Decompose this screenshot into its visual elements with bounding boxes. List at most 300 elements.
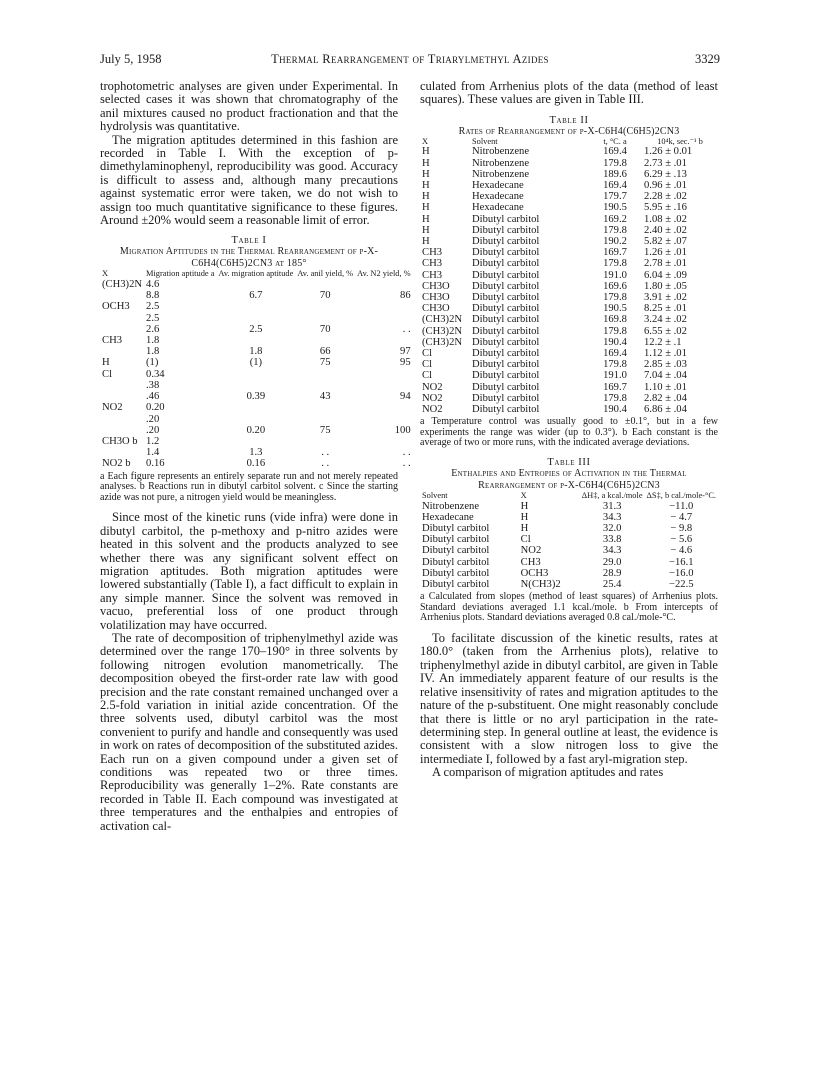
table-header-cell: Av. N2 yield, %: [357, 269, 411, 279]
table-cell: Cl: [520, 534, 531, 546]
table-row: [100, 436, 413, 447]
table-cell: Dibutyl carbitol: [472, 381, 540, 393]
table-cell: −22.5: [669, 579, 694, 591]
table-row: [420, 158, 718, 169]
table-cell: 191.0: [603, 269, 627, 281]
table-row: [420, 359, 718, 370]
table-cell: NO2: [422, 404, 443, 416]
table-row: [420, 303, 718, 314]
paragraph: The rate of decomposition of triphenylmethyl azide was determined over the range 170–190° in three solvents by following nitrogen evolution manometrically. The decomposition obeyed the first-order rate law with good precision and the rate constant remained unchanged over a 2.5-fold variation in initial azide concentration. Of the three solvents used, dibutyl carbitol was the most convenient to purify and handle and consequently was used in work on rates of decomposition of the substituted azides. Each run on a given compound under a given set of conditions was repeated two or three times. Reproducibility was generally 1–2%. Rate constants are recorded in Table II. Each compound was investigated at three temperatures and the enthalpies and entropies of activation cal-: [100, 630, 398, 833]
table-header-cell: t, °C. a: [603, 136, 627, 146]
table-cell: [295, 380, 355, 391]
table-cell: 190.5: [603, 202, 627, 214]
table-cell: . .: [402, 447, 411, 459]
table-cell: [295, 313, 355, 324]
table-cell: 6.04 ± .09: [644, 269, 687, 281]
table-row: [420, 393, 718, 404]
table-cell: NO2: [422, 381, 443, 393]
table-cell: [295, 414, 355, 425]
table-cell: 70: [319, 323, 331, 335]
table-cell: [295, 335, 355, 346]
table-cell: NO2: [520, 545, 542, 557]
table-cell: 34.3: [602, 545, 622, 557]
table-row: [100, 369, 413, 380]
header-date: July 5, 1958: [100, 52, 162, 66]
table-header-cell: Solvent: [422, 491, 448, 501]
table-cell: 1.4: [146, 447, 160, 459]
table-row: [420, 180, 718, 191]
table-cell: 1.26 ± .01: [644, 247, 687, 259]
table-cell: 31.3: [602, 500, 622, 512]
paragraph: To facilitate discussion of the kinetic results, rates at 180.0° (taken from the Arrhenius plots), relative to triphenylmethyl azide in dibutyl carbitol, are given in Table IV. An immediately apparent feature of our results is the relative insensitivity of rates and migration aptitudes to the nature of the p-substituent. One might reasonably conclude that there is little or no aryl participation in the rate-determining step. In general outline at least, the evidence is consistent with a slow nitrogen loss to give the intermediate I, followed by a fast aryl-migration step.: [420, 631, 718, 766]
table-cell: [355, 436, 413, 447]
table-cell: 1.80 ± .05: [644, 280, 687, 292]
table-cell: Hexadecane: [472, 202, 524, 214]
table-row: [100, 290, 413, 301]
table-cell: Dibutyl carbitol: [472, 280, 540, 292]
table1-footnote: a Each figure represents an entirely separate run and not merely repeated analyses. b Reactions run in dibutyl carbitol solvent. c Since the starting azide was not pure, a nitrogen yield would be meaningless.: [100, 470, 398, 503]
table-cell: [355, 335, 413, 346]
table-cell: 28.9: [602, 567, 622, 579]
table-cell: [216, 402, 295, 413]
table-cell: 2.85 ± .03: [644, 359, 687, 371]
table-row: [420, 202, 718, 213]
table-cell: Cl: [422, 359, 433, 371]
table-cell: [100, 414, 144, 425]
table-cell: Cl: [422, 348, 433, 360]
table-row: [420, 545, 718, 556]
table-cell: 169.6: [603, 280, 627, 292]
table-cell: .38: [146, 379, 160, 391]
table-cell: H: [422, 202, 430, 214]
table-cell: OCH3: [520, 567, 549, 579]
table-header-cell: X: [422, 136, 429, 146]
table-cell: 169.8: [603, 314, 627, 326]
table-cell: 0.16: [146, 458, 165, 470]
running-header: [100, 52, 720, 68]
table-row: [420, 523, 718, 534]
table-cell: 1.10 ± .01: [644, 381, 687, 393]
table-cell: 70: [319, 290, 331, 302]
table-cell: 12.2 ± .1: [644, 336, 682, 348]
table-row: [100, 414, 413, 425]
table-cell: CH3O: [422, 280, 450, 292]
table-cell: 2.5: [249, 323, 263, 335]
table-cell: 179.8: [603, 258, 627, 270]
table-cell: [216, 380, 295, 391]
table-cell: Dibutyl carbitol: [472, 348, 540, 360]
table-row: [420, 326, 718, 337]
table-header-cell: Av. migration aptitude: [218, 269, 294, 279]
right-column: [420, 80, 718, 780]
table-cell: .20: [146, 413, 160, 425]
table-header-cell: X: [520, 491, 527, 501]
table-cell: Dibutyl carbitol: [472, 392, 540, 404]
table-cell: NO2: [422, 392, 443, 404]
table-cell: 179.8: [603, 325, 627, 337]
table-cell: CH3O: [422, 292, 450, 304]
table-cell: 5.82 ± .07: [644, 236, 687, 248]
table-cell: H: [422, 213, 430, 225]
table-cell: [355, 279, 413, 290]
table-row: [420, 557, 718, 568]
table3-caption: Table III: [547, 457, 591, 469]
table-cell: H: [422, 191, 430, 203]
table-cell: 86: [400, 290, 411, 302]
table-row: [420, 281, 718, 292]
table-cell: Dibutyl carbitol: [472, 404, 540, 416]
table-cell: 34.3: [602, 511, 622, 523]
table-cell: 2.5: [146, 301, 160, 313]
table-row: [100, 425, 413, 436]
table-cell: 1.8: [249, 346, 263, 358]
table-row: [420, 579, 718, 590]
table-cell: 75: [319, 357, 331, 369]
table-cell: 97: [400, 346, 411, 358]
table-cell: 179.7: [603, 191, 627, 203]
table-header-row: [420, 492, 718, 501]
table-cell: 2.73 ± .01: [644, 157, 687, 169]
table-cell: 169.7: [603, 247, 627, 259]
table-cell: [216, 301, 295, 312]
table-row: [100, 335, 413, 346]
table-cell: Nitrobenzene: [472, 157, 530, 169]
table-cell: 0.96 ± .01: [644, 180, 687, 192]
table-cell: 1.08 ± .02: [644, 213, 687, 225]
table-cell: 6.29 ± .13: [644, 168, 687, 180]
table-cell: [100, 391, 144, 402]
table-cell: Dibutyl carbitol: [422, 545, 490, 557]
table-cell: − 4.6: [670, 545, 693, 557]
table-header-cell: X: [102, 269, 109, 279]
table-cell: H: [422, 224, 430, 236]
table-cell: Nitrobenzene: [472, 146, 530, 158]
table-cell: . .: [402, 458, 411, 470]
table-row: [420, 404, 718, 415]
table-cell: H: [422, 146, 430, 158]
table-cell: 94: [400, 391, 411, 403]
table2-body: [420, 146, 718, 415]
table-cell: 2.28 ± .02: [644, 191, 687, 203]
table-row: [420, 191, 718, 202]
table-row: [100, 458, 413, 469]
table-cell: 190.4: [603, 336, 627, 348]
table-cell: 179.8: [603, 392, 627, 404]
table-cell: (1): [249, 357, 263, 369]
table-header-cell: 10⁴k, sec.⁻¹ b: [657, 136, 703, 146]
table-cell: [216, 335, 295, 346]
table-cell: 3.24 ± .02: [644, 314, 687, 326]
table-cell: H: [422, 168, 430, 180]
table-row: [420, 270, 718, 281]
table-cell: 5.95 ± .16: [644, 202, 687, 214]
table-cell: − 5.6: [670, 534, 693, 546]
table-cell: Cl: [422, 370, 433, 382]
table-cell: Nitrobenzene: [472, 168, 530, 180]
table-row: [420, 512, 718, 523]
table-cell: (CH3)2N: [102, 279, 143, 291]
table-cell: Hexadecane: [422, 511, 474, 523]
table-cell: 100: [394, 424, 411, 436]
table-cell: Dibutyl carbitol: [472, 314, 540, 326]
table-cell: [100, 324, 144, 335]
table-cell: 1.8: [146, 335, 160, 347]
table-cell: 25.4: [602, 579, 622, 591]
table-cell: (CH3)2N: [422, 325, 463, 337]
table-cell: 179.8: [603, 359, 627, 371]
table-cell: (1): [146, 357, 159, 369]
table-cell: 169.4: [603, 146, 627, 158]
table-row: [420, 337, 718, 348]
table-cell: 1.3: [249, 447, 263, 459]
table-cell: [100, 447, 144, 458]
table-cell: 190.2: [603, 236, 627, 248]
table2-footnote: a Temperature control was usually good to ±0.1°, but in a few experiments the range was wider (up to 0.3°). b Each constant is the average of two or more runs, with the indicated average deviations.: [420, 416, 718, 449]
table3: [420, 492, 718, 590]
table-cell: [216, 414, 295, 425]
table-cell: NO2: [102, 402, 123, 414]
table-row: [100, 402, 413, 413]
table-cell: 179.8: [603, 157, 627, 169]
table-cell: Cl: [102, 368, 113, 380]
table-row: [420, 292, 718, 303]
table-cell: CH3: [422, 247, 443, 259]
table-cell: [295, 279, 355, 290]
table-cell: − 4.7: [670, 511, 693, 523]
table-cell: (CH3)2N: [422, 314, 463, 326]
table-row: [100, 346, 413, 357]
page-number: 3329: [695, 52, 720, 66]
table-row: [100, 391, 413, 402]
table-cell: H: [422, 180, 430, 192]
table-cell: [355, 380, 413, 391]
table-cell: −11.0: [669, 500, 694, 512]
table-cell: [100, 380, 144, 391]
table-row: [100, 279, 413, 290]
table-cell: [355, 414, 413, 425]
table-cell: [100, 313, 144, 324]
table-cell: 4.6: [146, 279, 160, 291]
table-cell: 1.26 ± 0.01: [644, 146, 693, 158]
table-cell: 0.20: [246, 424, 266, 436]
table1: [100, 270, 413, 469]
table-cell: [216, 279, 295, 290]
table-cell: H: [520, 500, 529, 512]
table-cell: 0.39: [246, 391, 266, 403]
table-header-cell: Migration aptitude a: [146, 269, 215, 279]
table-cell: Dibutyl carbitol: [472, 236, 540, 248]
table-cell: CH3O b: [102, 435, 138, 447]
table-row: [420, 314, 718, 325]
table-row: [420, 348, 718, 359]
table1-caption: Table I: [231, 235, 267, 247]
table-cell: Dibutyl carbitol: [422, 567, 490, 579]
table-cell: Dibutyl carbitol: [472, 370, 540, 382]
table-header-cell: Solvent: [472, 136, 498, 146]
table-cell: Dibutyl carbitol: [422, 534, 490, 546]
table-cell: [295, 402, 355, 413]
table2: [420, 138, 718, 415]
table-cell: [355, 402, 413, 413]
table-row: [420, 214, 718, 225]
table-row: [100, 357, 413, 368]
table-cell: 2.40 ± .02: [644, 224, 687, 236]
table-header-row: [100, 270, 413, 279]
table-cell: [100, 346, 144, 357]
table-cell: Dibutyl carbitol: [472, 224, 540, 236]
table-cell: [355, 369, 413, 380]
table-cell: CH3: [422, 269, 443, 281]
paragraph: culated from Arrhenius plots of the data (method of least squares). These values are given in Table III.: [420, 79, 718, 107]
table-cell: [216, 313, 295, 324]
table-cell: 0.34: [146, 368, 165, 380]
left-column: [100, 79, 411, 833]
table-row: [100, 324, 413, 335]
table-cell: [295, 369, 355, 380]
table-cell: 179.8: [603, 292, 627, 304]
table-cell: Hexadecane: [472, 180, 524, 192]
table-cell: 169.2: [603, 213, 627, 225]
table-row: [420, 169, 718, 180]
table-row: [420, 236, 718, 247]
table-cell: 1.8: [146, 346, 160, 358]
table-row: [100, 301, 413, 312]
table-cell: . .: [402, 323, 411, 335]
table-cell: 190.5: [603, 303, 627, 315]
table-cell: [355, 313, 413, 324]
table-row: [420, 534, 718, 545]
table-header-cell: ΔH‡, a kcal./mole: [581, 491, 643, 501]
table-cell: NO2 b: [102, 458, 131, 470]
table-cell: 95: [400, 357, 411, 369]
table-cell: Dibutyl carbitol: [472, 336, 540, 348]
table-cell: H: [422, 236, 430, 248]
table-cell: OCH3: [102, 301, 130, 313]
table-header-row: [420, 138, 718, 147]
paragraph: A comparison of migration aptitudes and rates: [432, 765, 664, 780]
table-row: [100, 447, 413, 458]
table-cell: [295, 301, 355, 312]
table-cell: [100, 425, 144, 436]
table-cell: [100, 290, 144, 301]
table-cell: 2.6: [146, 323, 160, 335]
paragraph: trophotometric analyses are given under Experimental. In selected cases it was shown that chromatography of the anil mixtures caused no product fractionation and that the hydrolysis was quantitative.: [100, 79, 398, 134]
table-cell: 7.04 ± .04: [644, 370, 687, 382]
table-cell: 6.7: [249, 290, 263, 302]
table-cell: 2.5: [146, 312, 160, 324]
table-row: [420, 568, 718, 579]
table-cell: 1.12 ± .01: [644, 348, 687, 360]
table-row: [100, 380, 413, 391]
table-cell: 179.8: [603, 224, 627, 236]
table-cell: Nitrobenzene: [422, 500, 480, 512]
table-cell: 75: [319, 424, 331, 436]
table-cell: Dibutyl carbitol: [472, 325, 540, 337]
table-cell: CH3: [102, 335, 123, 347]
table-cell: [216, 436, 295, 447]
table-cell: H: [422, 157, 430, 169]
table-row: [420, 501, 718, 512]
table-cell: . .: [321, 447, 330, 459]
paragraph: Since most of the kinetic runs (vide infra) were done in dibutyl carbitol, the p-methoxy and p-nitro azides were heated in this solvent and the products analyzed to see whether there was any significant solvent effect on migration aptitudes. Both migration aptitudes were lowered substantially (Table I), a fact difficult to explain in any simple manner. Since the solvent was removed in vacuo, preferential loss of one product through volatilization may have occurred.: [100, 510, 398, 632]
table-cell: CH3: [520, 556, 541, 568]
table-row: [420, 258, 718, 269]
table-cell: Dibutyl carbitol: [472, 213, 540, 225]
table-cell: Dibutyl carbitol: [472, 269, 540, 281]
table-cell: Dibutyl carbitol: [472, 303, 540, 315]
table-cell: 169.4: [603, 180, 627, 192]
table-cell: 3.91 ± .02: [644, 292, 687, 304]
table-cell: −16.1: [669, 556, 694, 568]
table-cell: 0.16: [246, 458, 266, 470]
table-cell: .20: [146, 424, 160, 436]
table-cell: 8.25 ± .01: [644, 303, 687, 315]
table-cell: Dibutyl carbitol: [472, 292, 540, 304]
table-cell: 169.7: [603, 381, 627, 393]
table1-body: [100, 279, 413, 469]
table-cell: Dibutyl carbitol: [422, 579, 490, 591]
paragraph: The migration aptitudes determined in this fashion are recorded in Table I. With the exception of p-dimethylaminophenyl, reproducibility was good. Accuracy is difficult to assess and, although many precautions against systematic error were taken, we do not wish to assign too much quantitative significance to these figures. Around ±20% would seem a reasonable limit of error.: [100, 132, 398, 228]
table3-footnote: a Calculated from slopes (method of least squares) of Arrhenius plots. Standard deviations averaged 1.1 kcal./mole. b From intercepts of Arrhenius plots. Standard deviations averaged 0.8 cal./mole-°C.: [420, 591, 718, 624]
table-cell: 29.0: [602, 556, 622, 568]
table3-title: Enthalpies and Entropies of Activation in the Thermal Rearrangement of p-X-C6H4(C6H5)2CN3: [451, 468, 687, 492]
table-row: [420, 370, 718, 381]
table-cell: Hexadecane: [472, 191, 524, 203]
table-cell: [295, 436, 355, 447]
table-cell: 169.4: [603, 348, 627, 360]
table-cell: H: [520, 511, 529, 523]
table-cell: Dibutyl carbitol: [472, 247, 540, 259]
table-row: [420, 382, 718, 393]
table-cell: 191.0: [603, 370, 627, 382]
table-header-cell: Av. anil yield, %: [297, 269, 354, 279]
table-cell: 1.2: [146, 435, 160, 447]
table-cell: Dibutyl carbitol: [472, 258, 540, 270]
table-cell: (CH3)2N: [422, 336, 463, 348]
table-cell: 6.55 ± .02: [644, 325, 687, 337]
table-cell: .46: [146, 391, 160, 403]
table-cell: 33.8: [602, 534, 622, 546]
table-cell: Dibutyl carbitol: [422, 556, 490, 568]
table-row: [420, 146, 718, 157]
table-row: [100, 313, 413, 324]
table-cell: 66: [319, 346, 331, 358]
table-cell: 189.6: [603, 168, 627, 180]
table-cell: Dibutyl carbitol: [422, 523, 490, 535]
table-cell: 2.82 ± .04: [644, 392, 687, 404]
table1-title: Migration Aptitudes in the Thermal Rearrangement of p-X-C6H4(C6H5)2CN3 at 185°: [119, 246, 379, 270]
table-cell: −16.0: [669, 567, 694, 579]
table2-title: Rates of Rearrangement of p-X-C6H4(C6H5)2CN3: [458, 125, 680, 137]
table-row: [420, 225, 718, 236]
table-cell: Dibutyl carbitol: [472, 359, 540, 371]
table-cell: N(CH3)2: [520, 579, 561, 591]
table-row: [420, 247, 718, 258]
table-cell: 2.78 ± .01: [644, 258, 687, 270]
table-header-cell: ΔS‡, b cal./mole-°C.: [646, 491, 716, 501]
table-cell: 190.4: [603, 404, 627, 416]
table-cell: 0.20: [146, 402, 165, 414]
table-cell: 8.8: [146, 290, 160, 302]
table-cell: [355, 301, 413, 312]
table-cell: 32.0: [602, 523, 622, 535]
table-cell: . .: [321, 458, 330, 470]
table-cell: H: [102, 357, 110, 369]
table-cell: [216, 369, 295, 380]
table3-body: [420, 501, 718, 591]
table-cell: 43: [319, 391, 331, 403]
header-title: Thermal Rearrangement of Triarylmethyl Azides: [271, 52, 549, 66]
